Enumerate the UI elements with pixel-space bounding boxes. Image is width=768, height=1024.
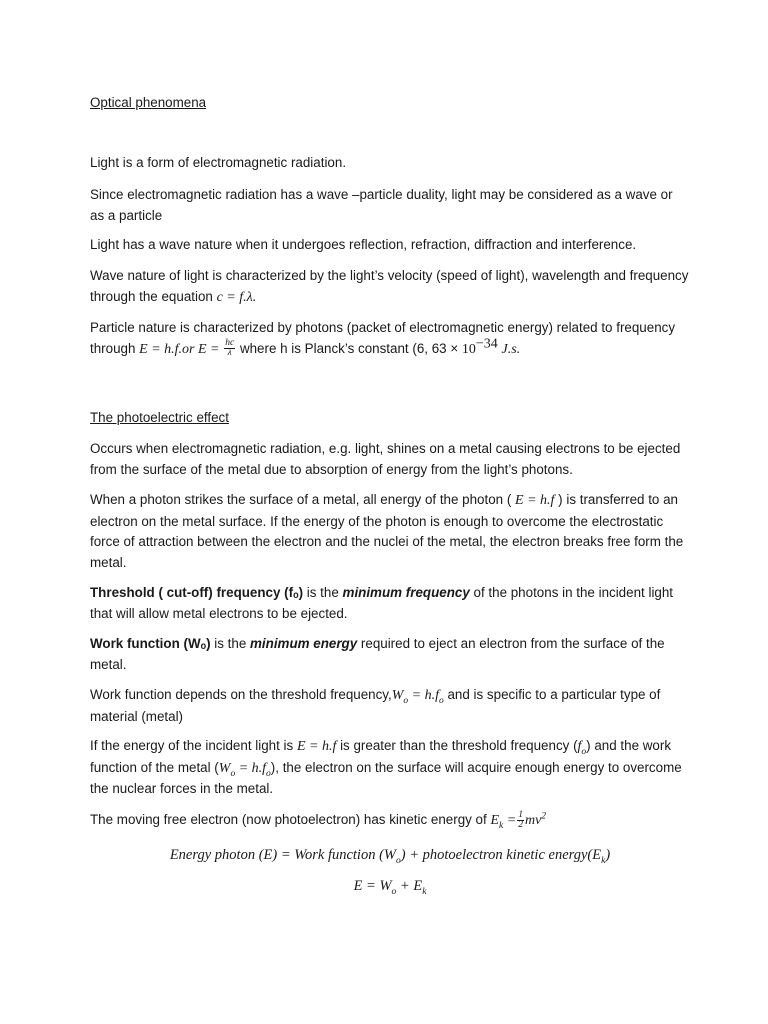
wave-equation: c = f.λ. <box>216 289 257 305</box>
eq-rhs: = h.f <box>411 688 439 703</box>
paragraph-photon-strike <box>90 490 690 573</box>
eq-term: mv <box>524 813 542 828</box>
paragraph-text: ) and the work function of the metal ( <box>90 738 672 775</box>
paragraph-text: is the <box>214 636 247 651</box>
emphasis-minimum-energy: minimum energy <box>250 636 358 651</box>
section-title-photoelectric: The photoelectric effect <box>90 410 229 425</box>
paragraph-wave-nature: Light has a wave nature when it undergoes reflection, refraction, diffraction and interference. <box>90 237 637 252</box>
paragraph-text: where h is Planck’s constant (6, 63 × <box>239 340 459 356</box>
paragraph-text: is greater than the threshold frequency ( <box>340 738 578 753</box>
eq-equals: = <box>506 813 517 828</box>
eq-subscript: o <box>266 768 271 779</box>
photon-energy-equation: E = h.f <box>296 739 337 754</box>
eq-part: E = W <box>353 878 392 894</box>
eq-subscript: o <box>581 746 587 757</box>
threshold-frequency-symbol <box>577 739 587 757</box>
paragraph-kinetic-energy <box>90 810 690 832</box>
paragraph-photoelectric-definition: Occurs when electromagnetic radiation, e.g. light, shines on a metal causing electrons to be ejected from the surface of the metal due to absorption of energy from the light’s photons. <box>90 441 681 477</box>
page-title: Optical phenomena <box>90 95 207 110</box>
eq-subscript: o <box>391 886 397 897</box>
fraction-numerator: hc <box>225 338 235 349</box>
eq-part: ) <box>605 847 611 863</box>
paragraph-duality: Since electromagnetic radiation has a wave –particle duality, light may be considered as a wave or as a particle <box>90 187 673 223</box>
paragraph-text: and is specific to a particular type of material (metal) <box>90 687 661 724</box>
eq-part: Energy photon (E) = Work function (W <box>169 847 396 863</box>
kinetic-energy-equation <box>490 810 547 831</box>
eq-symbol: f <box>577 739 582 754</box>
eq-subscript: o <box>230 768 236 779</box>
paragraph-text: Work function depends on the threshold frequency, <box>90 687 392 702</box>
energy-balance-equation <box>90 845 690 866</box>
power-base: 10 <box>461 341 476 357</box>
paragraph-text: When a photon strikes the surface of a metal, all energy of the photon ( <box>90 492 512 507</box>
planck-unit: J.s. <box>501 341 521 357</box>
eq-symbol: W <box>218 760 231 776</box>
eq-exponent: 2 <box>541 811 547 822</box>
paragraph-text: If the energy of the incident light is <box>90 738 294 753</box>
term-work-function: Work function (Wₒ) <box>90 636 211 651</box>
paragraph-text: ) is transferred to an electron on the metal surface. If the energy of the photon is enough to overcome the electrostatic force of attraction between the electron and the nuclei of the metal, the electron breaks free form the metal. <box>90 492 684 570</box>
paragraph-incident-light <box>90 736 690 800</box>
fraction-numerator: 1 <box>518 810 523 821</box>
photon-energy-equation: E = h.f.or E = <box>139 341 220 357</box>
photon-energy-equation: E = h.f <box>515 493 555 508</box>
emphasis-minimum-frequency: minimum frequency <box>342 585 470 600</box>
eq-part: ) + photoelectron kinetic energy(E <box>400 847 602 863</box>
paragraph-light-definition: Light is a form of electromagnetic radiation. <box>90 155 347 170</box>
eq-subscript: o <box>396 855 401 866</box>
eq-subscript: k <box>499 820 504 831</box>
paragraph-text: required to eject an electron from the surface of the metal. <box>90 636 665 672</box>
paragraph-text: of the photons in the incident light that will allow metal electrons to be ejected. <box>90 585 674 621</box>
work-function-equation <box>391 688 444 706</box>
eq-subscript: k <box>422 886 427 897</box>
paragraph-text: is the <box>306 585 339 600</box>
energy-balance-short-equation <box>90 876 690 897</box>
eq-rhs: = h.f <box>238 760 267 776</box>
fraction-hc-lambda <box>224 339 235 358</box>
paragraph-text: ), the electron on the surface will acquire enough energy to overcome the nuclear forces in the metal. <box>90 759 682 796</box>
fraction-denominator: 2 <box>518 820 523 831</box>
paragraph-text: The moving free electron (now photoelectron) has kinetic energy of <box>90 812 487 827</box>
fraction-one-half <box>517 811 524 830</box>
eq-subscript: o <box>403 695 409 706</box>
paragraph-work-function-dependency <box>90 685 690 727</box>
term-threshold-frequency: Threshold ( cut-off) frequency (fₒ) <box>90 585 304 600</box>
eq-subscript: o <box>439 695 444 706</box>
eq-symbol: W <box>391 688 404 703</box>
paragraph-threshold-frequency <box>90 583 690 624</box>
paragraph-text: Wave nature of light is characterized by the light’s velocity (speed of light), wavelength and frequency through the equation <box>90 268 689 304</box>
fraction-denominator: λ <box>227 348 232 359</box>
eq-symbol: E <box>490 813 500 828</box>
eq-part: + E <box>399 878 423 894</box>
paragraph-work-function <box>90 634 690 675</box>
paragraph-wave-equation <box>90 266 690 308</box>
paragraph-text: Particle nature is characterized by photons (packet of electromagnetic energy) related to frequency through <box>90 320 676 356</box>
eq-subscript: k <box>601 855 606 866</box>
power-exponent: −34 <box>475 336 498 352</box>
work-function-equation <box>218 760 271 779</box>
paragraph-particle-nature <box>90 318 690 360</box>
